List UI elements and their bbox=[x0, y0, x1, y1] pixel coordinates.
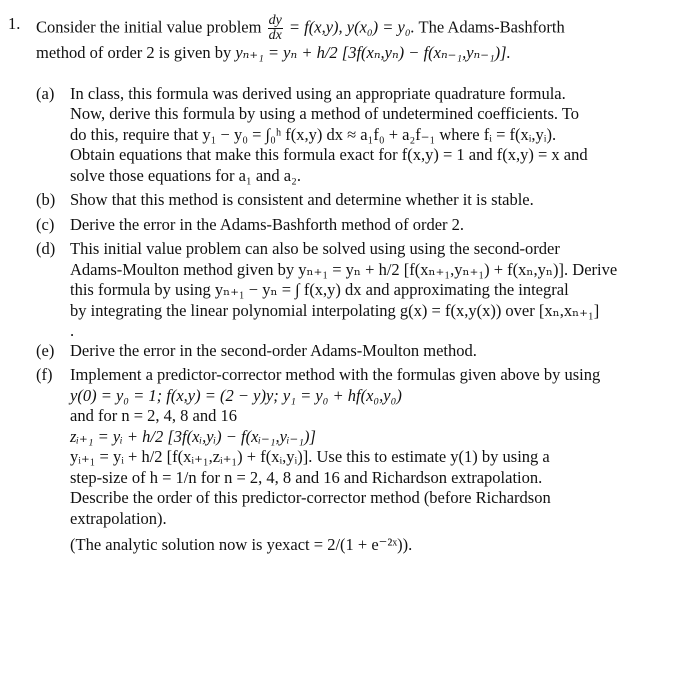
part-c bbox=[36, 215, 686, 235]
part-line: y(0) = y₀ = 1; f(x,y) = (2 − y)y; y₁ = y₀ + hf(x₀,y₀) bbox=[70, 385, 402, 405]
part-b bbox=[36, 190, 686, 210]
part-label: (d) bbox=[36, 239, 56, 259]
part-line: Implement a predictor-corrector method with the formulas given above by using bbox=[70, 365, 601, 385]
part-label: (e) bbox=[36, 340, 55, 360]
stem-line-1 bbox=[36, 14, 686, 43]
stray-dot: . bbox=[70, 320, 75, 340]
part-e bbox=[36, 341, 686, 361]
part-line: solve those equations for a₁ and a₂. bbox=[70, 165, 301, 185]
fraction-denominator: dx bbox=[268, 28, 282, 43]
part-d bbox=[36, 239, 686, 321]
stem-line-2 bbox=[36, 43, 686, 63]
part-line: by integrating the linear polynomial interpolating g(x) = f(x,y(x)) over [xₙ,xₙ₊₁] bbox=[70, 300, 600, 320]
problem-stem bbox=[36, 14, 686, 63]
part-line: Now, derive this formula by using a method of undetermined coefficients. To bbox=[70, 104, 580, 124]
part-line: Show that this method is consistent and determine whether it is stable. bbox=[70, 190, 534, 210]
part-label: (b) bbox=[36, 190, 56, 210]
part-line: do this, require that y₁ − y₀ = ∫₀ʰ f(x,y) dx ≈ a₁f₀ + a₂f₋₁ where fᵢ = f(xᵢ,yᵢ). bbox=[70, 124, 557, 144]
dy-dx-fraction bbox=[268, 14, 283, 43]
part-line: extrapolation). bbox=[70, 508, 167, 528]
part-label: (f) bbox=[36, 365, 53, 385]
part-line: and for n = 2, 4, 8 and 16 bbox=[70, 406, 237, 426]
part-line: Derive the error in the Adams-Bashforth method of order 2. bbox=[70, 214, 465, 234]
part-line: In class, this formula was derived using an appropriate quadrature formula. bbox=[70, 84, 566, 103]
part-line: this formula by using yₙ₊₁ − yₙ = ∫ f(x,y) dx and approximating the integral bbox=[70, 280, 569, 300]
part-line: zᵢ₊₁ = yᵢ + h/2 [3f(xᵢ,yᵢ) − f(xᵢ₋₁,yᵢ₋₁)] bbox=[70, 426, 316, 446]
part-line: yᵢ₊₁ = yᵢ + h/2 [f(xᵢ₊₁,zᵢ₊₁) + f(xᵢ,yᵢ)]. Use this to estimate y(1) by using a bbox=[70, 447, 550, 467]
part-label: (a) bbox=[36, 84, 55, 103]
stem-text-1a: Consider the initial value problem bbox=[36, 17, 262, 37]
part-f bbox=[36, 365, 686, 555]
part-line: Obtain equations that make this formula exact for f(x,y) = 1 and f(x,y) = x and bbox=[70, 145, 588, 165]
stem-equation-1: = f(x,y), y(x₀) = y₀. bbox=[288, 17, 415, 37]
part-a bbox=[36, 84, 686, 186]
part-label: (c) bbox=[36, 214, 55, 234]
fraction-numerator: dy bbox=[268, 13, 282, 28]
adams-bashforth-formula: yₙ₊₁ = yₙ + h/2 [3f(xₙ,yₙ) − f(xₙ₋₁,yₙ₋₁)]. bbox=[235, 43, 511, 62]
part-line: This initial value problem can also be solved using using the second-order bbox=[70, 239, 560, 259]
part-line: Describe the order of this predictor-corrector method (before Richardson bbox=[70, 488, 551, 508]
stem-text-1b: The Adams-Bashforth bbox=[418, 17, 565, 37]
part-line: Adams-Moulton method given by yₙ₊₁ = yₙ + h/2 [f(xₙ₊₁,yₙ₊₁) + f(xₙ,yₙ)]. Derive bbox=[70, 259, 618, 279]
parts-list bbox=[36, 84, 686, 560]
part-line: (The analytic solution now is yexact = 2/(1 + e⁻²ˣ)). bbox=[70, 535, 413, 555]
part-line: step-size of h = 1/n for n = 2, 4, 8 and 16 and Richardson extrapolation. bbox=[70, 467, 543, 487]
stem-text-2a: method of order 2 is given by bbox=[36, 43, 232, 62]
problem-number: 1. bbox=[8, 14, 21, 33]
part-line: Derive the error in the second-order Adams-Moulton method. bbox=[70, 340, 477, 360]
